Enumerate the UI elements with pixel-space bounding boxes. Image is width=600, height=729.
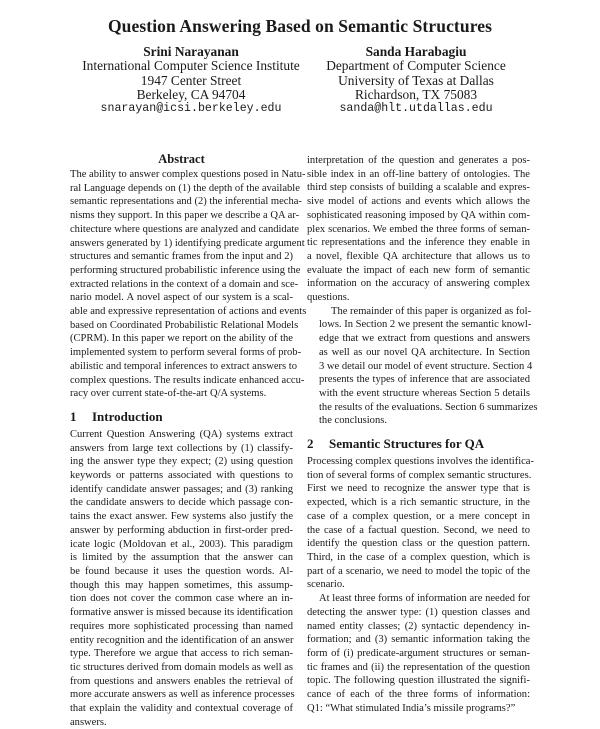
right-column (307, 154, 538, 715)
author-address-line2: Richardson, TX 75083 (354, 86, 478, 102)
text-line: Current Question Answering (QA) systems extract (70, 428, 293, 440)
text-line: abilistic and temporal inferences to extract answers to (70, 360, 297, 372)
text-line: based on Coordinated Probabilistic Relational Models (70, 319, 299, 331)
text-line: with the event structure whereas Section 5 details (319, 387, 530, 399)
text-line: entity recognition and the identification of an answer (70, 634, 294, 646)
text-line: answers generated by 1) identifying predicate argument (70, 237, 305, 249)
text-line: questions. (307, 292, 350, 304)
text-line: that explain the validity and contextual coverage of (70, 703, 293, 715)
text-line: information on the accuracy of answering complex (307, 278, 530, 290)
text-line: formative answer is missed because its identification (70, 607, 293, 619)
text-line: evaluate the impact of each new form of semantic (307, 264, 530, 276)
text-line: scenario. (307, 579, 345, 591)
text-line: First we need to recognize the answer type that is (307, 483, 530, 495)
text-line: though this may happen sometimes, this assump- (70, 579, 293, 591)
text-line: implemented system to perform several forms of prob- (70, 347, 302, 359)
section-number: 2 (307, 436, 314, 452)
text-line: third step consists of building a scalable and expres- (307, 182, 530, 194)
text-line: form of (i) predicate-argument structures or seman- (307, 647, 530, 659)
text-line: able and expressive representation of actions and events (70, 306, 307, 318)
text-line: icate logic (Moldovan et al., 2003). This paradigm (70, 538, 293, 550)
text-line: as well as our novel QA architecture. In Section (319, 346, 530, 358)
text-line: tains the exact answer. Few systems also justify the (70, 511, 293, 523)
author-block-2 (306, 45, 526, 116)
text-line: tic structures derived from domain models as well as (70, 661, 293, 673)
text-line: keywords or patterns associated with questions to (70, 470, 293, 482)
text-line: (CPRM). In this paper we report on the ability of the (70, 333, 293, 345)
author-block-1 (80, 45, 302, 116)
text-line: sive model of actions and events which allows the (307, 196, 530, 208)
author-name: Srini Narayanan (143, 44, 239, 59)
text-line: case of a complex question, or a mere concept in (307, 510, 530, 522)
author-email: sanda@hlt.utdallas.edu (339, 102, 493, 116)
text-line: named entity classes; (2) syntactic dependency in- (307, 620, 530, 632)
left-column (70, 151, 307, 729)
text-line: extracted relations in the context of a domain and sce- (70, 278, 299, 290)
text-line: requires more sophisticated processing than named (70, 620, 293, 632)
text-line: more accurate answers as well as inference processes (70, 689, 295, 701)
author-address-line1: University of Texas at Dallas (338, 72, 494, 88)
section-1-heading (70, 409, 293, 425)
text-line: 3 we detail our model of event structure. Section 4 (319, 360, 533, 372)
text-line: presents the types of inference that are associated (319, 374, 530, 386)
text-line: nisms they support. In this paper we describe a QA ar- (70, 210, 300, 222)
text-line: semantic representations and (2) the inferential mecha- (70, 196, 302, 208)
text-line: The ability to answer complex questions posed in Natu- (70, 169, 306, 180)
introduction-paragraph (70, 428, 293, 729)
paper-organization-paragraph (307, 305, 538, 428)
text-line: cance of each of the three forms of information: (307, 689, 530, 701)
text-line: chitecture where questions are analyzed and candidate (70, 223, 299, 235)
text-line: ral Language depends on (1) the depth of the available (70, 182, 300, 194)
text-line: from questions and answers enables the retrieval of (70, 675, 293, 687)
text-line: the conclusions. (319, 415, 387, 427)
text-line: complex questions. The results indicate enhanced accu- (70, 374, 305, 386)
text-line: a novel, flexible QA architecture that allows us to (307, 250, 530, 262)
author-name: Sanda Harabagiu (365, 44, 467, 59)
text-line: be found because it uses the question words. Al- (70, 565, 293, 577)
abstract-heading: Abstract (158, 152, 205, 166)
text-line: nario model. A novel aspect of our system is a scal- (70, 292, 293, 304)
text-line: interpretation of the question and generates a pos- (307, 155, 530, 166)
section-number: 1 (70, 408, 77, 424)
text-line: sophisticated reasoning imposed by QA within com- (307, 209, 530, 221)
text-line: answers from large text collections by (1) classify- (70, 442, 293, 454)
author-email: snarayan@icsi.berkeley.edu (100, 102, 282, 116)
text-line: lows. In Section 2 we present the semantic knowl- (319, 319, 532, 331)
text-line: tion of several forms of complex semantic structures. (307, 469, 532, 481)
text-line: edge that we extract from questions and answers (319, 333, 530, 345)
author-affiliation: International Computer Science Institute (82, 58, 300, 74)
abstract-body (70, 168, 307, 401)
text-line: sible index in an off-line battery of ontologies. The (307, 168, 530, 180)
text-line: tic representations and the inference they enable in (307, 237, 530, 249)
section-title: Introduction (92, 408, 163, 424)
text-line: racy over current state-of-the-art Q/A systems. (70, 388, 267, 400)
text-line: identify the question class or the question pattern. (307, 538, 530, 550)
section-2-paragraph-2 (307, 592, 530, 715)
text-line: identify candidate answer passages; and (3) ranking (70, 483, 293, 495)
text-line: formation; and (3) semantic information taking the (307, 634, 530, 646)
text-line: Processing complex questions involves the identifica- (307, 456, 535, 468)
introduction-continuation (307, 154, 530, 305)
text-line: tion does not cover the common case where an in- (70, 593, 293, 605)
text-line: tic frames and (ii) the representation of the question (307, 661, 530, 673)
text-line: topic. The following question illustrated the signifi- (307, 675, 530, 687)
section-2-heading (307, 436, 530, 452)
text-line: detecting the answer type: (1) question classes and (307, 606, 530, 618)
text-line: type. Therefore we argue that access to rich seman- (70, 648, 293, 660)
paper-title: Question Answering Based on Semantic Structures (107, 16, 493, 36)
text-line: answer by performing abduction in first-order pred- (70, 524, 293, 536)
author-address-line2: Berkeley, CA 94704 (136, 86, 246, 102)
section-title: Semantic Structures for QA (329, 436, 485, 452)
text-line: At least three forms of information are needed for (319, 593, 530, 605)
text-line: Third, in the case of a complex question, which is (307, 551, 530, 563)
text-line: is limited by the assumption that the answer can (70, 552, 293, 564)
text-line: expected, which is a rich semantic structure, in the (307, 497, 530, 509)
text-line: ing the answer type they expect; (2) using question (70, 456, 293, 468)
text-line: structures and semantic frames from the input and 2) (70, 251, 293, 263)
text-line: performing structured probabilistic inference using the (70, 264, 301, 276)
text-line: the results of the evaluations. Section 6 summarizes (319, 401, 538, 413)
text-line: part of a scenario, we need to model the topic of the (307, 565, 530, 577)
text-line: the candidate answers to decide which passage con- (70, 497, 293, 509)
text-line: The remainder of this paper is organized as fol- (331, 305, 532, 317)
text-line: answers. (70, 716, 107, 728)
text-line: the case of a factual question. Second, we need to (307, 524, 530, 536)
section-2-paragraph-1 (307, 455, 535, 592)
author-affiliation: Department of Computer Science (326, 58, 506, 74)
author-address-line1: 1947 Center Street (140, 72, 242, 88)
text-line: Q1: “What stimulated India’s missile programs?” (307, 702, 516, 714)
text-line: plex scenarios. We embed the three forms of seman- (307, 223, 530, 235)
